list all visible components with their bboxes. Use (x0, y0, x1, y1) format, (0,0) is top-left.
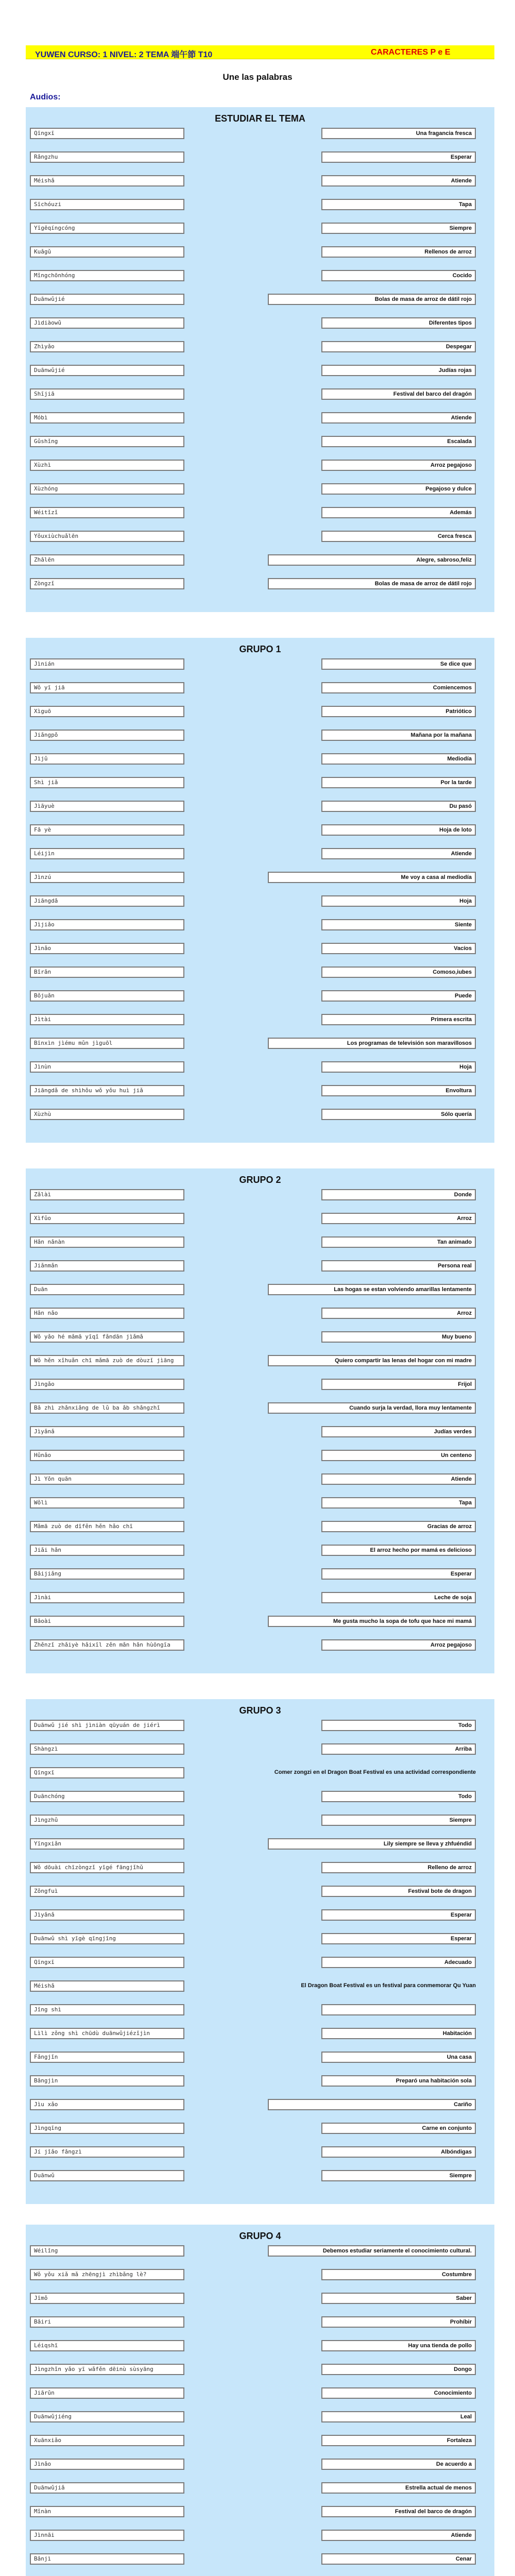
pinyin-answer-box[interactable]: Jiǎi hǎn (30, 1545, 184, 1556)
pinyin-answer-box[interactable]: Xùzhóng (30, 483, 184, 495)
pinyin-answer-box[interactable]: Fǎngjǐn (30, 2052, 184, 2063)
pinyin-answer-box[interactable]: Léiqshī (30, 2340, 184, 2351)
meaning-box[interactable]: Du pasó (321, 801, 476, 812)
meaning-box[interactable]: Habitación (321, 2028, 476, 2039)
meaning-box[interactable]: Quiero compartir las lenas del hogar con mi madre (268, 1355, 476, 1366)
pinyin-answer-box[interactable]: Bǎnjì (30, 2553, 184, 2565)
pinyin-answer-box[interactable]: Lìlì zǒng shì chūdù duānwǔjiézǐjìn (30, 2028, 184, 2039)
pinyin-answer-box[interactable]: Jí jǐǎo fǎngzì (30, 2146, 184, 2158)
meaning-box[interactable]: Esperar (321, 151, 476, 163)
section-title: GRUPO 2 (239, 1175, 281, 1185)
meaning-box[interactable]: Arroz pegajoso (321, 1639, 476, 1651)
meaning-box[interactable]: Se dice que (321, 658, 476, 670)
meaning-box[interactable]: Mañana por la mañana (321, 730, 476, 741)
meaning-box[interactable]: Hay una tienda de pollo (321, 2340, 476, 2351)
meaning-box[interactable]: Estrella actual de menos (321, 2482, 476, 2494)
meaning-box[interactable]: Carne en conjunto (321, 2123, 476, 2134)
pinyin-answer-box[interactable]: Wǒ yǒu xiǎ mǎ zhēngjì zhìbǎng lè? (30, 2269, 184, 2280)
meaning-box[interactable]: Todo (321, 1720, 476, 1731)
meaning-box[interactable]: Me gusta mucho la sopa de tofu que hace mi mamá (268, 1616, 476, 1627)
meaning-box[interactable]: Cerca fresca (321, 531, 476, 542)
meaning-box[interactable]: Una fragancia fresca (321, 128, 476, 139)
pinyin-answer-box[interactable]: Sīchóuzi (30, 199, 184, 210)
meaning-box[interactable]: Cuando surja la verdad, llora muy lentamente (268, 1402, 476, 1414)
meaning-box[interactable]: Comiencemos (321, 682, 476, 693)
meaning-box[interactable]: Conocimiento (321, 2387, 476, 2399)
pinyin-answer-box[interactable]: Bǎijiǎng (30, 1568, 184, 1580)
page-subtitle: Une las palabras (222, 72, 293, 82)
pinyin-answer-box[interactable]: Méishǎ (30, 175, 184, 187)
meaning-box[interactable]: Leal (321, 2411, 476, 2422)
meaning-box[interactable]: Prohíbir (321, 2316, 476, 2328)
pinyin-answer-box[interactable]: Jìyǎnǎ (30, 1426, 184, 1437)
meaning-box[interactable]: Envoltura (321, 1085, 476, 1096)
meaning-box[interactable]: Dongo (321, 2364, 476, 2375)
pinyin-answer-box[interactable]: Jìnùn (30, 1061, 184, 1073)
meaning-box: Comer zongzi en el Dragon Boat Festival es una actividad correspondiente (274, 1769, 476, 1775)
pinyin-answer-box[interactable]: Jìngqīng (30, 2123, 184, 2134)
meaning-box[interactable]: Gracias de arroz (321, 1521, 476, 1532)
pinyin-answer-box[interactable]: Xìfǔo (30, 1213, 184, 1224)
meaning-box[interactable]: Festival del barco de dragón (321, 2506, 476, 2517)
meaning-box[interactable]: Albóndigas (321, 2146, 476, 2158)
pinyin-answer-box[interactable]: Jìāyuè (30, 801, 184, 812)
section-title: ESTUDIAR EL TEMA (215, 113, 305, 124)
meaning-box[interactable]: Donde (321, 1189, 476, 1200)
pinyin-answer-box[interactable]: Mǐngchōnhóng (30, 270, 184, 281)
pinyin-answer-box[interactable]: Jìnǎo (30, 943, 184, 954)
pinyin-answer-box[interactable]: Jiārǔn (30, 2387, 184, 2399)
meaning-box[interactable]: Un centeno (321, 1450, 476, 1461)
pinyin-answer-box[interactable]: Zòngzǐ (30, 578, 184, 589)
meaning-box[interactable]: Los programas de televisión son maravillosos (268, 1038, 476, 1049)
pinyin-answer-box[interactable]: Jīmǒ (30, 2293, 184, 2304)
pinyin-answer-box[interactable]: Duānwǔjié (30, 365, 184, 376)
pinyin-answer-box[interactable]: Jìu xǎo (30, 2099, 184, 2110)
meaning-box[interactable]: Atiende (321, 2530, 476, 2541)
pinyin-answer-box[interactable]: Bǎngjìn (30, 2075, 184, 2087)
pinyin-answer-box[interactable]: Wǒ yǎo hé mǎmā yīqǐ fǎndān jìǎmǎ (30, 1331, 184, 1343)
meaning-box[interactable]: Siente (321, 919, 476, 930)
pinyin-answer-box[interactable]: Qīngxī (30, 1957, 184, 1968)
meaning-box[interactable]: Patriótico (321, 706, 476, 717)
pinyin-answer-box[interactable]: Duānwǔjiéng (30, 2411, 184, 2422)
section-panel (26, 2225, 494, 2576)
pinyin-answer-box[interactable]: Méishǎ (30, 1980, 184, 1992)
meaning-box[interactable]: El arroz hecho por mamá es delicioso (321, 1545, 476, 1556)
pinyin-answer-box[interactable]: Jìnzú (30, 872, 184, 883)
meaning-box[interactable]: Preparó una habitación sola (321, 2075, 476, 2087)
meaning-box[interactable]: Esperar (321, 1909, 476, 1921)
meaning-box[interactable]: Bolas de masa de arroz de dátil rojo (268, 294, 476, 305)
pinyin-answer-box[interactable]: Xuānxiǎo (30, 2435, 184, 2446)
meaning-box[interactable]: Una casa (321, 2052, 476, 2063)
pinyin-answer-box[interactable]: Jìngǎo (30, 1379, 184, 1390)
meaning-box[interactable]: Atiende (321, 412, 476, 423)
pinyin-answer-box[interactable]: Jìnǎo (30, 2459, 184, 2470)
pinyin-answer-box[interactable]: Rǎngzhu (30, 151, 184, 163)
pinyin-answer-box[interactable]: Jì Yǒn quān (30, 1473, 184, 1485)
pinyin-answer-box[interactable]: Bǎiri (30, 2316, 184, 2328)
meaning-box[interactable]: Festival bote de dragon (321, 1886, 476, 1897)
meaning-box[interactable]: Mediodía (321, 753, 476, 765)
header-topic: CARACTERES P e E (371, 48, 451, 57)
pinyin-answer-box[interactable]: Shījiā (30, 388, 184, 400)
meaning-box[interactable]: Relleno de arroz (321, 1862, 476, 1873)
meaning-box[interactable]: Atiende (321, 1473, 476, 1485)
header-bar (26, 45, 494, 59)
pinyin-answer-box[interactable]: Kuǎgǔ (30, 246, 184, 258)
meaning-box[interactable]: Hoja (321, 895, 476, 907)
pinyin-answer-box[interactable]: Wéilǐng (30, 2245, 184, 2257)
meaning-box[interactable]: Tapa (321, 199, 476, 210)
meaning-box[interactable]: Arroz (321, 1213, 476, 1224)
meaning-box[interactable]: Alegre, sabroso,feliz (268, 554, 476, 566)
meaning-box[interactable]: Siempre (321, 2170, 476, 2181)
pinyin-answer-box[interactable]: Zǒngfuì (30, 1886, 184, 1897)
pinyin-answer-box[interactable]: Fǎ yè (30, 824, 184, 836)
meaning-box[interactable]: Cocido (321, 270, 476, 281)
pinyin-answer-box[interactable]: Duānwǔ jié shì jìniàn qūyuán de jiérì (30, 1720, 184, 1731)
pinyin-answer-box[interactable]: Jìngzhǐn yǎo yī wǎfěn dēinù sùsyāng (30, 2364, 184, 2375)
pinyin-answer-box[interactable]: Wǒ hěn xǐhuǎn chī mǎmā zuò de dòuzǐ jìāng (30, 1355, 184, 1366)
pinyin-answer-box[interactable]: Zhěnzǐ zhǎiyè hǎixīl zěn mǎn hǎn hùōngīa (30, 1639, 184, 1651)
meaning-box[interactable]: Debemos estudiar seriamente el conocimiento cultural. (268, 2245, 476, 2257)
meaning-box[interactable]: Las hogas se estan volviendo amarillas lentamente (268, 1284, 476, 1295)
meaning-box[interactable]: Puede (321, 990, 476, 1002)
meaning-box[interactable]: Cariño (268, 2099, 476, 2110)
pinyin-answer-box[interactable]: Wéitǐzǐ (30, 507, 184, 518)
meaning-box[interactable]: Vacíos (321, 943, 476, 954)
meaning-box[interactable]: Costumbre (321, 2269, 476, 2280)
pinyin-answer-box[interactable]: Gǔshǐng (30, 436, 184, 447)
meaning-box[interactable]: Todo (321, 1791, 476, 1802)
pinyin-answer-box[interactable]: Móbì (30, 412, 184, 423)
pinyin-answer-box[interactable]: Xìguō (30, 706, 184, 717)
pinyin-answer-box[interactable]: Zhǎlēn (30, 554, 184, 566)
meaning-box[interactable]: Arroz pegajoso (321, 460, 476, 471)
pinyin-answer-box[interactable]: Zhìyǎo (30, 341, 184, 352)
meaning-box[interactable]: Tan animado (321, 1236, 476, 1248)
meaning-box[interactable]: Esperar (321, 1933, 476, 1944)
meaning-box[interactable]: Pegajoso y dulce (321, 483, 476, 495)
pinyin-answer-box[interactable]: Bǒjuǎn (30, 990, 184, 1002)
meaning-box[interactable] (321, 2004, 476, 2015)
pinyin-answer-box[interactable]: Duān (30, 1284, 184, 1295)
pinyin-answer-box[interactable]: Duānchóng (30, 1791, 184, 1802)
pinyin-answer-box[interactable]: Hǔnǎo (30, 1450, 184, 1461)
pinyin-answer-box[interactable]: Shì jiǎ (30, 777, 184, 788)
pinyin-answer-box[interactable]: Léijìn (30, 848, 184, 859)
pinyin-answer-box[interactable]: Bīnxìn jìému mǔn jìguōl (30, 1038, 184, 1049)
pinyin-answer-box[interactable]: Mǐnàn (30, 2506, 184, 2517)
meaning-box[interactable]: Judías verdes (321, 1426, 476, 1437)
meaning-box[interactable]: Festival del barco del dragón (321, 388, 476, 400)
pinyin-answer-box[interactable]: Jìtài (30, 1014, 184, 1025)
section-panel (26, 638, 494, 1143)
meaning-box[interactable]: De acuerdo a (321, 2459, 476, 2470)
section-panel (26, 1699, 494, 2204)
pinyin-answer-box[interactable]: Jiāngdǎ de shìhǒu wǒ yǒu huì jiǎ (30, 1085, 184, 1096)
meaning-box[interactable]: Persona real (321, 1260, 476, 1272)
meaning-box[interactable]: Hoja (321, 1061, 476, 1073)
meaning-box[interactable]: Atiende (321, 848, 476, 859)
pinyin-answer-box[interactable]: Shàngzì (30, 1743, 184, 1755)
section-panel (26, 107, 494, 612)
pinyin-answer-box[interactable]: Bǐrǎn (30, 967, 184, 978)
meaning-box[interactable]: Arroz (321, 1308, 476, 1319)
pinyin-answer-box[interactable]: Zǎlàì (30, 1189, 184, 1200)
pinyin-answer-box[interactable]: Jiāngdǎ (30, 895, 184, 907)
pinyin-answer-box[interactable]: Yīngxiǎn (30, 1838, 184, 1850)
pinyin-answer-box[interactable]: Jiǎngpǒ (30, 730, 184, 741)
meaning-box[interactable]: Diferentes tipos (321, 317, 476, 329)
pinyin-answer-box[interactable]: Bǎoài (30, 1616, 184, 1627)
meaning-box[interactable]: Rellenos de arroz (321, 246, 476, 258)
section-title: GRUPO 4 (239, 2231, 281, 2241)
section-panel (26, 1168, 494, 1673)
pinyin-answer-box[interactable]: Jìnián (30, 658, 184, 670)
pinyin-answer-box[interactable]: Yǒuxiùchuǎlēn (30, 531, 184, 542)
meaning-box[interactable]: Sólo quería (321, 1109, 476, 1120)
pinyin-answer-box[interactable]: Jìngzhǔ (30, 1815, 184, 1826)
pinyin-answer-box[interactable]: Jìjǔ (30, 753, 184, 765)
meaning-box[interactable]: Adecuado (321, 1957, 476, 1968)
pinyin-answer-box[interactable]: Jǐng shì (30, 2004, 184, 2015)
pinyin-answer-box[interactable]: Jìnnāi (30, 2530, 184, 2541)
pinyin-answer-box[interactable]: Duānwǔ (30, 2170, 184, 2181)
meaning-box[interactable]: Tapa (321, 1497, 476, 1509)
meaning-box[interactable]: Cenar (321, 2553, 476, 2565)
pinyin-answer-box[interactable]: Qīngxī (30, 1767, 184, 1778)
pinyin-answer-box[interactable]: Hǎn nǎo (30, 1308, 184, 1319)
meaning-box[interactable]: Esperar (321, 1568, 476, 1580)
meaning-box[interactable]: Judías rojas (321, 365, 476, 376)
meaning-box[interactable]: Leche de soja (321, 1592, 476, 1603)
meaning-box[interactable]: Hoja de loto (321, 824, 476, 836)
meaning-box[interactable]: Bolas de masa de arroz de dátil rojo (268, 578, 476, 589)
meaning-box[interactable]: Fortaleza (321, 2435, 476, 2446)
pinyin-answer-box[interactable]: Xùzhù (30, 1109, 184, 1120)
pinyin-answer-box[interactable]: Wǒlì (30, 1497, 184, 1509)
section-title: GRUPO 1 (239, 644, 281, 654)
meaning-box[interactable]: Despegar (321, 341, 476, 352)
meaning-box[interactable]: Comoso,iubes (321, 967, 476, 978)
audios-label: Audios: (30, 93, 61, 101)
pinyin-answer-box[interactable]: Mǎmā zuò de dīfěn hěn hǎo chī (30, 1521, 184, 1532)
pinyin-answer-box[interactable]: Duānwǔjié (30, 294, 184, 305)
meaning-box[interactable]: Lily siempre se lleva y zhfuéndid (268, 1838, 476, 1850)
pinyin-answer-box[interactable]: Jìyǎnǎ (30, 1909, 184, 1921)
pinyin-answer-box[interactable]: Wǒ dōuài chīzòngzǐ yīgé fāngjǐhǔ (30, 1862, 184, 1873)
meaning-box[interactable]: Por la tarde (321, 777, 476, 788)
pinyin-answer-box[interactable]: Jìnài (30, 1592, 184, 1603)
meaning-box[interactable]: Escalada (321, 436, 476, 447)
pinyin-answer-box[interactable]: Wǒ yī jiā (30, 682, 184, 693)
meaning-box[interactable]: Saber (321, 2293, 476, 2304)
pinyin-answer-box[interactable]: Yīgēqíngcóng (30, 223, 184, 234)
pinyin-answer-box[interactable]: Hǎn nǎnàn (30, 1236, 184, 1248)
meaning-box[interactable]: Atiende (321, 175, 476, 187)
section-title: GRUPO 3 (239, 1705, 281, 1716)
header-title: YUWEN CURSO: 1 NIVEL: 2 TEMA 端午節 T10 (35, 50, 213, 59)
meaning-box[interactable]: Arriba (321, 1743, 476, 1755)
pinyin-answer-box[interactable]: Duānwǔ shì yīgè qīngjīng (30, 1933, 184, 1944)
meaning-box[interactable]: Muy bueno (321, 1331, 476, 1343)
meaning-box[interactable]: Además (321, 507, 476, 518)
pinyin-answer-box[interactable]: Duānwǔjiǎ (30, 2482, 184, 2494)
meaning-box[interactable]: Me voy a casa al mediodía (268, 872, 476, 883)
pinyin-answer-box[interactable]: Xùzhì (30, 460, 184, 471)
pinyin-answer-box[interactable]: Jìdiàowǔ (30, 317, 184, 329)
pinyin-answer-box[interactable]: Jìjiǎo (30, 919, 184, 930)
pinyin-answer-box[interactable]: Qīngxī (30, 128, 184, 139)
pinyin-answer-box[interactable]: Bǎ zhì zhǎnxiǎng de lǔ ba ǎb shǎngzhǐ (30, 1402, 184, 1414)
meaning-box[interactable]: Siempre (321, 223, 476, 234)
meaning-box[interactable]: Primera escrita (321, 1014, 476, 1025)
meaning-box: El Dragon Boat Festival es un festival para conmemorar Qu Yuan (301, 1982, 476, 1989)
pinyin-answer-box[interactable]: Jiǎnmǎn (30, 1260, 184, 1272)
meaning-box[interactable]: Frijol (321, 1379, 476, 1390)
meaning-box[interactable]: Siempre (321, 1815, 476, 1826)
